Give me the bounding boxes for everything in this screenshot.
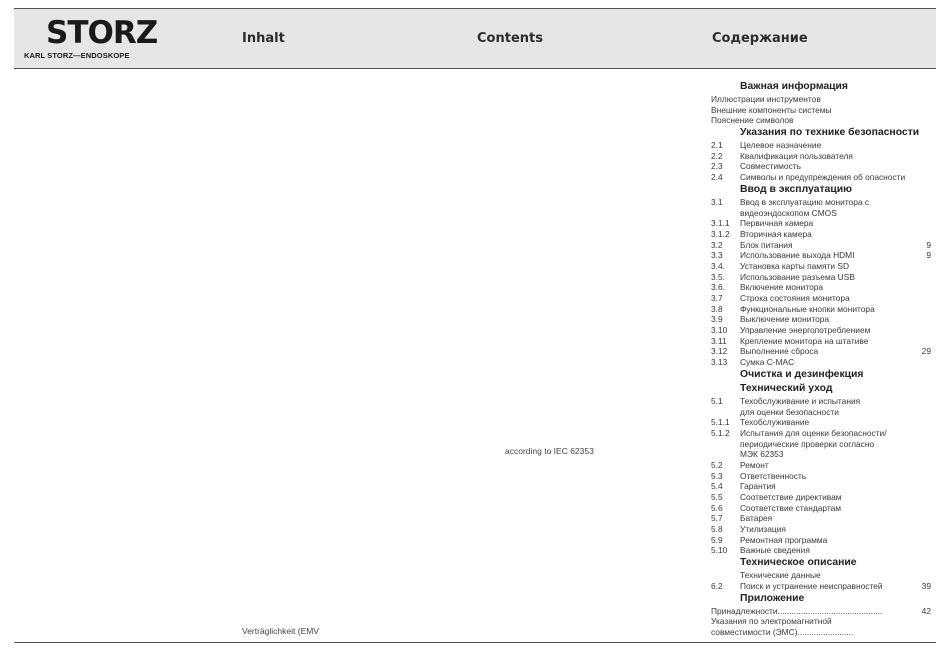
toc-entry [711, 407, 931, 418]
toc-entry-number: 6.2 [711, 580, 723, 591]
toc-entry [711, 282, 931, 293]
toc-entry-title: Установка карты памяти SD [740, 260, 850, 271]
toc-entry-title: Сумка C-MAC [740, 357, 795, 368]
toc-entry [711, 449, 931, 460]
toc-entry-title: Блок питания [740, 239, 793, 250]
toc-section-heading: Приложение [740, 592, 805, 604]
column-title-english: Contents [477, 31, 543, 46]
toc-entry-number: 5.8 [711, 524, 723, 535]
toc-entry-title: Поиск и устранение неисправностей [740, 580, 883, 591]
toc-entry-number: 3.1.1 [711, 218, 730, 229]
toc-entry [711, 272, 931, 283]
toc-entry-page: 29 [921, 346, 931, 357]
toc-entry-title: совместимости (ЭМС)........................ [711, 626, 854, 637]
toc-entry-number: 3.7 [711, 293, 723, 303]
toc-entry-title: Вторичная камера [740, 228, 812, 239]
toc-entry [711, 357, 931, 368]
toc-entry [711, 218, 931, 229]
toc-entry-title: Внешние компоненты системы [711, 104, 832, 115]
toc-entry [711, 428, 931, 439]
german-fragment: Verträglichkeit (EMV [242, 626, 319, 636]
toc-entry-number: 3.10 [711, 325, 728, 336]
toc-entry [711, 240, 931, 251]
toc-section-heading: Важная информация [740, 81, 848, 92]
toc-entry-number: 3.11 [711, 335, 727, 346]
toc-entry-title: Ответственность [740, 470, 807, 481]
toc-entry [711, 513, 931, 524]
toc-entry [711, 524, 931, 535]
toc-entry [711, 346, 931, 357]
toc-entry-number: 5.5 [711, 492, 723, 502]
toc-entry-title: периодические проверки согласно [740, 438, 875, 449]
toc-entry [711, 439, 931, 450]
column-title-russian: Содержание [712, 31, 808, 46]
toc-entry-title: Ремонт [740, 459, 769, 470]
toc-entry-title: Целевое назначение [740, 140, 822, 151]
toc-entry-title: Включение монитора [740, 282, 824, 293]
toc-entry-number: 5.1.2 [711, 427, 730, 438]
toc-entry-title: для оценки безопасности [740, 406, 839, 417]
toc-entry-number: 5.1 [711, 395, 723, 406]
toc-entry-title: Функциональные кнопки монитора [740, 303, 875, 314]
toc-section-heading: Техническое описание [740, 557, 857, 569]
toc-section-heading: Ввод в эксплуатацию [740, 183, 852, 195]
toc-entry [711, 545, 931, 556]
toc-entry [711, 314, 931, 325]
toc-entry-number: 5.10 [711, 545, 728, 556]
toc-entry-title: видеоэндоскопом CMOS [740, 207, 837, 218]
toc-entry [711, 471, 931, 482]
toc-section-heading: Указания по технике безопасности [740, 127, 920, 139]
toc-entry [711, 503, 931, 514]
toc-entry [711, 627, 931, 638]
toc-entry-title: Гарантия [740, 481, 776, 492]
toc-entry [711, 94, 931, 105]
toc-entry-title: Техобслуживание [740, 417, 810, 428]
toc-entry-number: 3.5. [711, 271, 725, 282]
toc-entry [711, 336, 931, 347]
toc-entry-title: Строка состояния монитора [740, 293, 850, 303]
toc-entry-number: 3.4. [711, 260, 725, 271]
toc-entry-title: Соответствие стандартам [740, 502, 842, 513]
toc-entry-number: 2.2 [711, 150, 723, 161]
toc-entry [711, 140, 931, 151]
toc-entry [711, 208, 931, 219]
column-title-german: Inhalt [242, 31, 285, 46]
toc-entry-number: 5.6 [711, 502, 723, 513]
toc-entry-page: 9 [926, 239, 931, 250]
toc-entry-number: 3.13 [711, 357, 728, 368]
toc-entry-number: 2.1 [711, 140, 723, 151]
toc-entry-title: Использование выхода HDMI [740, 250, 855, 261]
toc-entry [711, 293, 931, 304]
toc-entry-title: Иллюстрации инструментов [711, 94, 821, 104]
toc-entry-title: Ремонтная программа [740, 534, 828, 545]
toc-entry-number: 2.4 [711, 172, 723, 183]
toc-entry [711, 304, 931, 315]
toc-entry [711, 481, 931, 492]
toc-entry-number: 5.3 [711, 470, 723, 481]
toc-entry-title: Важные сведения [740, 545, 810, 556]
toc-entry-number: 5.4 [711, 481, 723, 492]
toc-entry-title: Символы и предупреждения об опасности [740, 172, 906, 183]
toc-entry-number: 3.6. [711, 282, 725, 293]
toc-entry-title: Ввод в эксплуатацию монитора с [740, 196, 870, 207]
toc-entry [711, 325, 931, 336]
page-header [14, 8, 936, 69]
toc-entry-title: Утилизация [740, 524, 786, 535]
toc-entry-number: 5.2 [711, 459, 723, 470]
toc-entry [711, 105, 931, 116]
english-fragment: according to IEC 62353 [505, 446, 594, 456]
toc-entry-title: Батарея [740, 513, 773, 524]
toc-entry-number: 3.1.2 [711, 228, 730, 239]
toc-entry-page: 9 [926, 250, 931, 261]
toc-entry [711, 417, 931, 428]
toc-entry [711, 606, 931, 617]
toc-entry-number: 3.8 [711, 303, 723, 314]
toc-entry [711, 581, 931, 592]
toc-section-heading: Очистка и дезинфекция [740, 368, 864, 380]
storz-logo: STORZ [46, 15, 158, 51]
toc-entry-title: Первичная камера [740, 218, 814, 229]
toc-entry-title: Указания по электромагнитной [711, 616, 832, 627]
toc-entry-number: 3.1 [711, 196, 723, 207]
toc-entry [711, 492, 931, 503]
toc-entry [711, 261, 931, 272]
toc-entry-title: Использование разъема USB [740, 271, 855, 282]
toc-entry [711, 161, 931, 172]
bottom-rule [14, 642, 936, 643]
toc-entry [711, 197, 931, 208]
toc-entry-title: Крепление монитора на штативе [740, 335, 869, 346]
toc-entry-number: 3.9 [711, 314, 723, 325]
toc-entry-number: 3.2 [711, 239, 723, 250]
toc-entry [711, 460, 931, 471]
toc-entry [711, 535, 931, 546]
toc-entry-title: МЭК 62353 [740, 449, 784, 460]
toc-entry [711, 396, 931, 407]
toc-section-heading: Технический уход [740, 382, 833, 394]
toc-entry-title: Испытания для оценки безопасности/ [740, 427, 887, 438]
toc-entry-title: Пояснение символов [711, 115, 794, 126]
toc-entry [711, 151, 931, 162]
logo-subtitle: KARL STORZ—ENDOSKOPE [24, 51, 130, 60]
toc-entry-title: Управление энергопотреблением [740, 325, 871, 336]
toc-entry-page: 42 [921, 605, 931, 616]
toc-entry-page: 39 [921, 580, 931, 591]
toc-entry [711, 229, 931, 240]
toc-entry-title: Совместимость [740, 161, 801, 172]
toc-entry-number: 2.3 [711, 161, 723, 172]
toc-entry [711, 616, 931, 627]
toc-entry [711, 570, 931, 581]
toc-entry-title: Технические данные [740, 570, 821, 581]
toc-entry-number: 3.3 [711, 250, 723, 261]
toc-entry-number: 3.12 [711, 346, 728, 357]
toc-entry [711, 250, 931, 261]
toc-entry [711, 115, 931, 126]
russian-table-of-contents [711, 80, 931, 638]
toc-entry-title: Выключение монитора [740, 314, 830, 325]
toc-entry-number: 5.1.1 [711, 417, 730, 428]
toc-entry-title: Выполнение сброса [740, 346, 819, 357]
toc-entry-number: 5.7 [711, 513, 723, 524]
toc-entry-title: Соответствие директивам [740, 492, 842, 502]
toc-entry-number: 5.9 [711, 534, 723, 545]
toc-entry-title: Техобслуживание и испытания [740, 395, 861, 406]
toc-entry [711, 172, 931, 183]
toc-entry-title: Принадлежности............................................. [711, 605, 883, 616]
toc-entry-title: Квалификация пользователя [740, 150, 853, 161]
